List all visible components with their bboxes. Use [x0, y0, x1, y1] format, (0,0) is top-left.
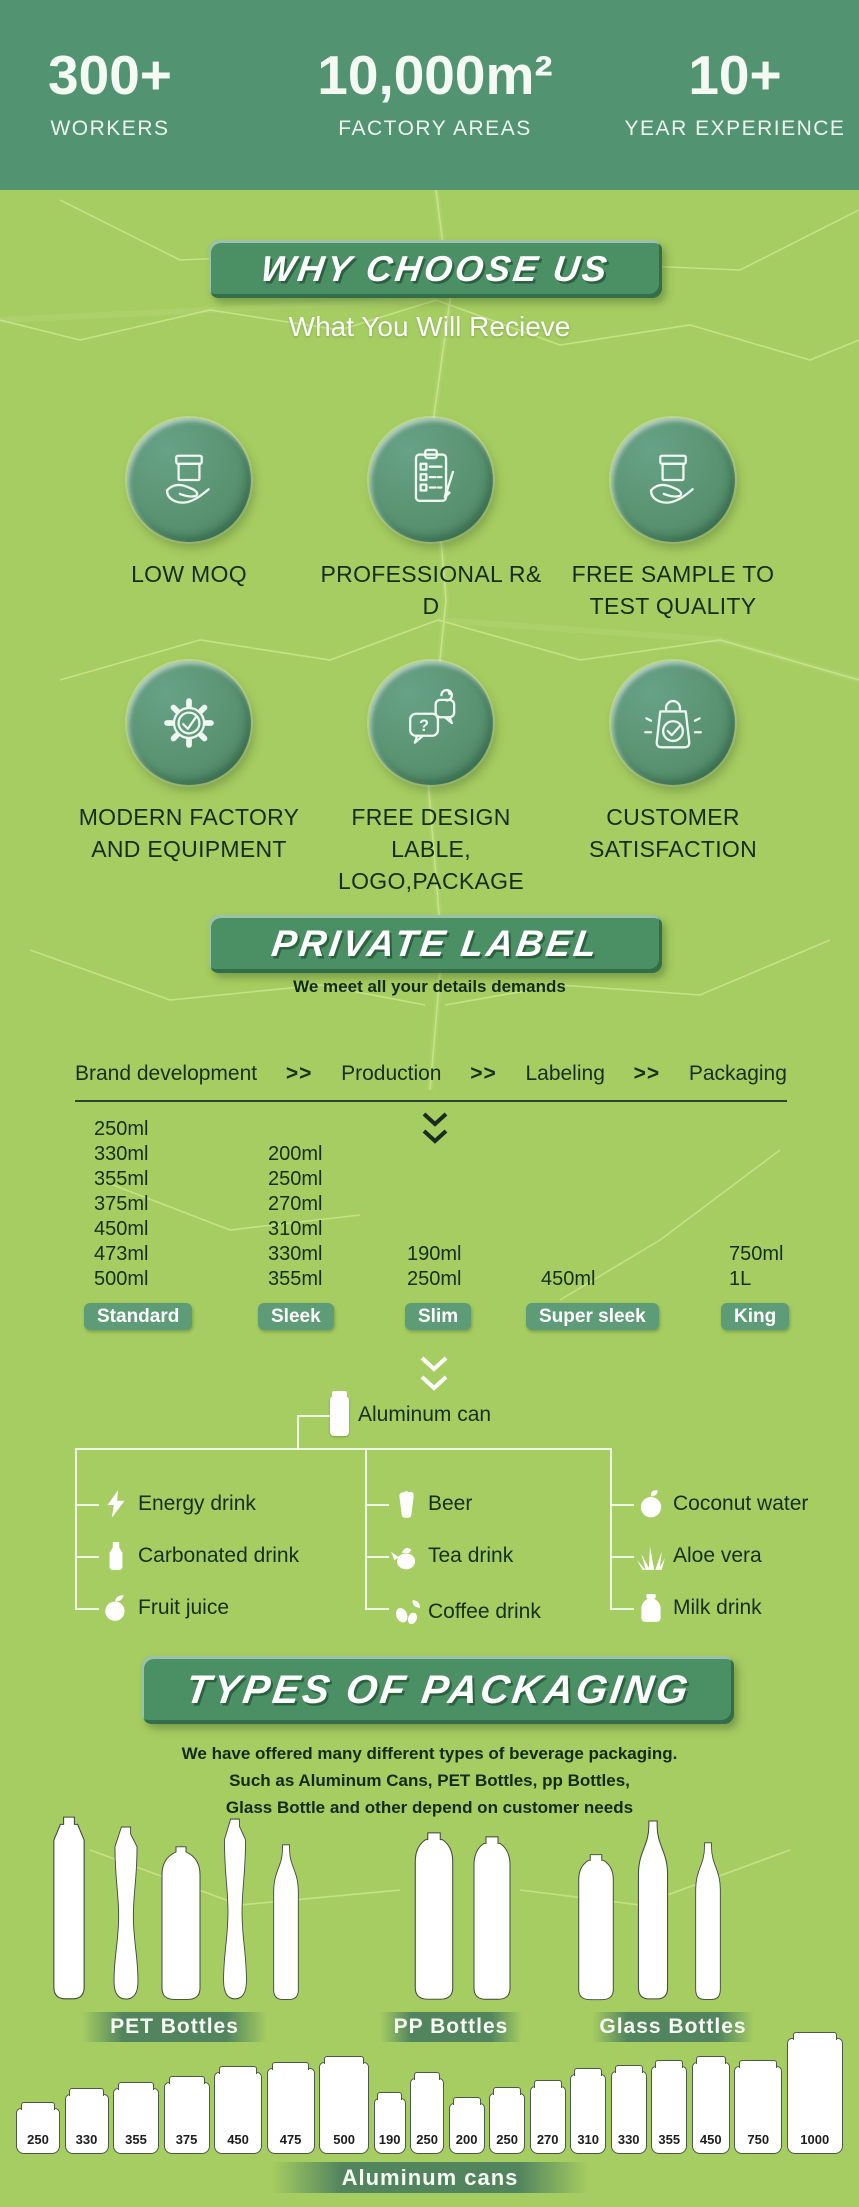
can-silhouette	[449, 2103, 485, 2154]
bottle-silhouette	[572, 1853, 620, 2003]
aluminum-cans-label: Aluminum cans	[272, 2162, 588, 2193]
can-silhouette	[16, 2108, 60, 2154]
aluminum-cans-row	[16, 2030, 843, 2154]
stat-label: WORKERS	[50, 117, 170, 140]
bottle-silhouette	[686, 1841, 730, 2003]
bottle-silhouette	[156, 1845, 206, 2003]
can-size: 310	[577, 2132, 600, 2147]
can-silhouette	[113, 2088, 159, 2154]
can-silhouette	[651, 2066, 687, 2154]
process-step: Labeling	[525, 1062, 605, 1085]
clipboard-pen-icon	[369, 418, 493, 542]
can-silhouette	[374, 2098, 406, 2154]
chat-question-icon	[369, 661, 493, 785]
can-silhouette	[570, 2074, 606, 2154]
soda-bottle-icon	[101, 1541, 131, 1571]
pet-bottles-label: PET Bottles	[82, 2012, 267, 2042]
size-value: 330ml	[94, 1143, 149, 1165]
glass-bottles-group	[572, 1810, 730, 2003]
size-value: 250ml	[94, 1118, 149, 1140]
bottle-silhouette	[467, 1835, 517, 2003]
can-silhouette	[319, 2062, 369, 2154]
can-silhouette	[65, 2094, 109, 2154]
can-size: 450	[227, 2132, 249, 2147]
feature-label: LOW MOQ	[131, 561, 247, 587]
tree-connector	[365, 1448, 367, 1610]
teapot-icon	[389, 1541, 419, 1571]
feature-free-sample	[551, 418, 795, 622]
can-size: 750	[747, 2132, 770, 2147]
stats-header	[0, 0, 859, 190]
can-silhouette	[214, 2072, 262, 2154]
section-title: PRIVATE LABEL	[268, 923, 603, 964]
tree-connector	[610, 1504, 634, 1506]
box-on-hand-icon	[611, 418, 735, 542]
size-value: 450ml	[94, 1218, 149, 1240]
bottle-silhouette	[103, 1825, 149, 2003]
drink-label: Beer	[428, 1492, 473, 1515]
aloe-plant-icon	[636, 1541, 666, 1571]
drink-label: Fruit juice	[138, 1596, 230, 1619]
can-size: 355	[125, 2132, 147, 2147]
can-silhouette	[734, 2066, 782, 2154]
can-size: 250	[27, 2132, 49, 2147]
why-choose-us-banner	[209, 240, 662, 298]
feature-label: CUSTOMER SATISFACTION	[588, 804, 758, 862]
can-size: 250	[496, 2132, 518, 2147]
description-line: We have offered many different types of beverage packaging.	[181, 1744, 678, 1763]
can-silhouette	[530, 2086, 566, 2154]
can-size: 250	[416, 2132, 438, 2147]
private-label-subtitle: We meet all your details demands	[293, 977, 566, 996]
can-silhouette	[489, 2093, 525, 2154]
can-silhouette	[164, 2082, 210, 2154]
tree-connector	[365, 1556, 389, 1558]
stat-label: FACTORY AREAS	[338, 117, 532, 140]
can-silhouette	[611, 2071, 647, 2154]
box-on-hand-icon	[127, 418, 251, 542]
can-type-super-sleek: Super sleek	[526, 1303, 659, 1330]
can-size: 475	[279, 2132, 302, 2147]
size-value: 250ml	[268, 1168, 323, 1190]
tree-connector	[610, 1608, 634, 1610]
lightning-bolt-icon	[101, 1489, 131, 1519]
size-value: 473ml	[94, 1243, 149, 1265]
why-subtitle: What You Will Recieve	[288, 311, 571, 342]
tree-connector	[610, 1556, 634, 1558]
can-silhouette	[267, 2068, 315, 2154]
process-step: Production	[341, 1062, 442, 1085]
tree-connector	[75, 1608, 99, 1610]
size-column-sleek	[268, 1142, 322, 1292]
gear-check-icon	[127, 661, 251, 785]
size-value: 330ml	[268, 1243, 323, 1265]
feature-label: FREE DESIGN LABLE, LOGO,PACKAGE	[338, 804, 524, 894]
process-arrow: >>	[470, 1062, 497, 1085]
svg-text:?: ?	[419, 717, 430, 736]
tree-connector	[75, 1556, 99, 1558]
can-size: 450	[699, 2132, 722, 2147]
size-column-super-sleek	[541, 1267, 595, 1292]
process-step: Packaging	[688, 1062, 787, 1085]
drink-label: Milk drink	[673, 1596, 762, 1619]
size-value: 1L	[729, 1268, 752, 1290]
feature-customer-satisfaction	[551, 661, 795, 865]
can-size: 330	[75, 2132, 98, 2147]
feature-label: PROFESSIONAL R& D	[320, 561, 542, 619]
aluminum-can-icon	[330, 1396, 349, 1436]
tree-connector	[75, 1504, 99, 1506]
bottle-silhouette	[264, 1843, 308, 2003]
size-value: 750ml	[729, 1243, 784, 1265]
stat-factory-area	[270, 44, 600, 141]
section-title: TYPES OF PACKAGING	[182, 1667, 694, 1712]
can-type-king: King	[721, 1303, 789, 1330]
tree-connector	[365, 1504, 389, 1506]
can-size: 355	[658, 2132, 681, 2147]
tree-connector	[75, 1448, 77, 1610]
milk-jug-icon	[636, 1593, 666, 1623]
size-column-standard	[94, 1117, 148, 1292]
glass-bottles-label: Glass Bottles	[592, 2012, 754, 2042]
size-value: 355ml	[268, 1268, 323, 1290]
feature-label: FREE SAMPLE TO TEST QUALITY	[571, 561, 775, 619]
feature-modern-factory	[67, 661, 311, 865]
tree-connector	[75, 1448, 612, 1450]
can-type-standard: Standard	[84, 1303, 192, 1330]
can-size: 200	[455, 2132, 478, 2147]
size-value: 200ml	[268, 1143, 323, 1165]
stat-value: 10,000m²	[317, 44, 553, 106]
packaging-description	[0, 1740, 859, 1821]
bag-check-icon	[611, 661, 735, 785]
beer-glass-icon	[391, 1489, 421, 1519]
tree-connector	[610, 1448, 612, 1610]
chevron-down-icon	[419, 1356, 449, 1394]
description-line: Such as Aluminum Cans, PET Bottles, pp Bottles,	[229, 1771, 630, 1790]
size-value: 375ml	[94, 1193, 149, 1215]
can-size: 375	[175, 2132, 198, 2147]
can-type-sleek: Sleek	[258, 1303, 334, 1330]
size-value: 500ml	[94, 1268, 149, 1290]
bottle-silhouette	[213, 1817, 257, 2003]
process-arrow: >>	[633, 1062, 661, 1085]
can-silhouette	[410, 2078, 444, 2154]
tree-connector	[297, 1415, 299, 1450]
section-title: WHY CHOOSE US	[258, 248, 613, 289]
stat-value: 10+	[688, 44, 782, 106]
can-silhouette	[787, 2038, 843, 2154]
size-value: 450ml	[541, 1268, 596, 1290]
bottle-silhouette	[408, 1831, 460, 2003]
tree-connector	[365, 1608, 389, 1610]
can-size: 190	[378, 2132, 401, 2147]
drink-label: Coffee drink	[428, 1600, 541, 1623]
feature-label: MODERN FACTORY AND EQUIPMENT	[78, 804, 300, 862]
process-flow	[75, 1062, 787, 1102]
stat-experience	[615, 44, 855, 141]
size-column-king	[729, 1242, 783, 1292]
bottle-silhouette	[42, 1815, 96, 2003]
drink-label: Carbonated drink	[138, 1544, 300, 1567]
size-value: 190ml	[407, 1243, 462, 1265]
can-size: 500	[333, 2132, 355, 2147]
process-step: Brand development	[75, 1062, 258, 1085]
tree-connector	[297, 1415, 330, 1417]
size-value: 310ml	[268, 1218, 323, 1240]
can-type-slim: Slim	[405, 1303, 471, 1330]
stat-workers	[15, 44, 205, 141]
private-label-banner	[209, 915, 662, 973]
drink-label: Coconut water	[673, 1492, 809, 1515]
pp-bottles-group	[408, 1810, 517, 2003]
drink-label: Aloe vera	[673, 1544, 762, 1567]
stat-label: YEAR EXPERIENCE	[624, 117, 846, 140]
can-size: 1000	[800, 2132, 830, 2147]
can-size: 330	[617, 2132, 640, 2147]
drink-label: Energy drink	[138, 1492, 256, 1515]
chevron-down-icon	[421, 1112, 449, 1146]
size-value: 270ml	[268, 1193, 323, 1215]
size-column-slim	[407, 1242, 461, 1292]
bottle-silhouette	[627, 1819, 679, 2003]
coconut-icon	[636, 1489, 666, 1519]
feature-professional-rd	[309, 418, 553, 622]
types-of-packaging-banner	[142, 1656, 734, 1724]
size-value: 355ml	[94, 1168, 149, 1190]
pp-bottles-label: PP Bottles	[380, 2012, 522, 2042]
drink-label: Tea drink	[428, 1544, 514, 1567]
stat-value: 300+	[48, 44, 172, 106]
process-arrow: >>	[285, 1062, 313, 1085]
description-line: Glass Bottle and other depend on customer needs	[225, 1798, 634, 1817]
can-silhouette	[692, 2062, 730, 2154]
feature-free-design	[309, 661, 553, 897]
feature-low-moq	[67, 418, 311, 590]
tree-root-label: Aluminum can	[358, 1403, 492, 1426]
pet-bottles-group	[42, 1810, 308, 2003]
apple-icon	[101, 1593, 131, 1623]
can-size: 270	[536, 2132, 559, 2147]
size-value: 250ml	[407, 1268, 462, 1290]
coffee-beans-icon	[391, 1597, 421, 1627]
